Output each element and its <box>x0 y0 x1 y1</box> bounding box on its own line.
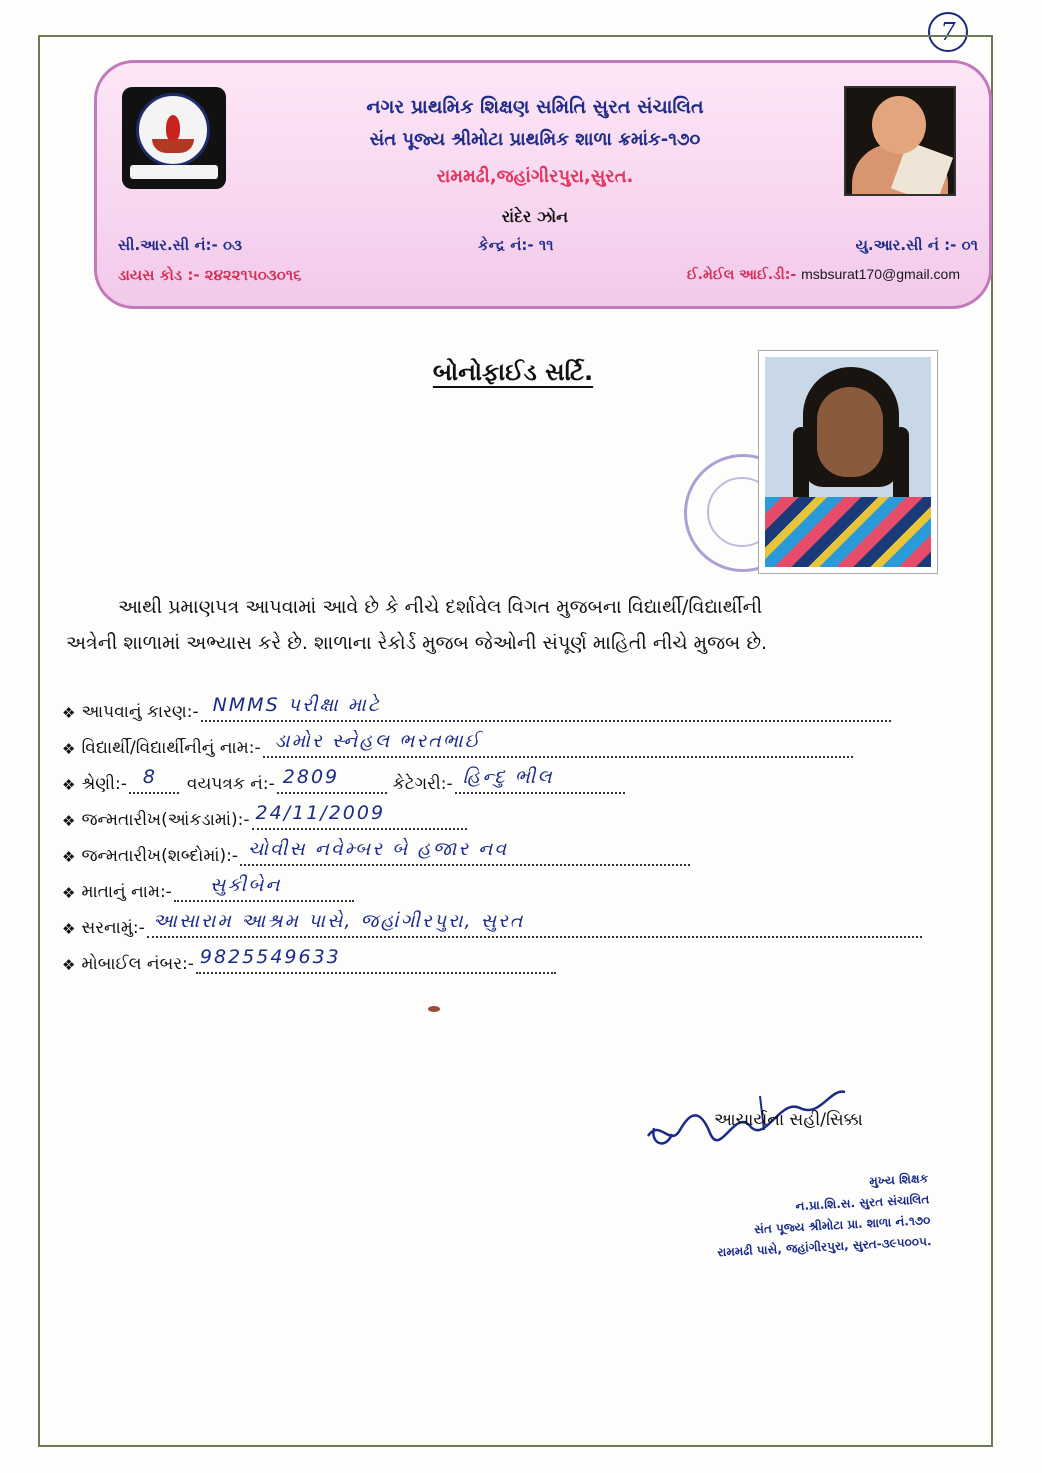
certificate-paragraph-2: અત્રેની શાળામાં અભ્યાસ કરે છે. શાળાના રેકોર્ડ મુજબ જેઓની સંપૂર્ણ માહિતી નીચે મુજબ છે. <box>66 632 768 654</box>
field-mother-name <box>62 872 354 902</box>
dob-numeric-value: 24/11/2009 <box>255 802 386 824</box>
category-value: હિન્દુ ભીલ <box>462 766 554 788</box>
field-label: જન્મતારીખ(શબ્દોમાં):- <box>81 846 239 866</box>
reason-value: NMMS પરીક્ષા માટે <box>212 694 381 716</box>
founder-portrait <box>844 86 956 196</box>
school-logo <box>122 87 226 189</box>
mobile-value: 9825549633 <box>199 946 341 968</box>
mother-name-value: સુકીબેન <box>209 874 282 896</box>
dob-words-value: ચોવીસ નવેમ્બર બે હજાર નવ <box>248 838 509 860</box>
field-dob-numeric <box>62 800 467 830</box>
email-label: ઈ.મેઈલ આઈ.ડી:- <box>686 267 797 283</box>
bullet-icon: ❖ <box>62 884 76 902</box>
header-line-school-name: સંત પૂજ્ય શ્રીમોટા પ્રાથમિક શાળા ક્રમાંક-૧૭૦ <box>369 129 701 150</box>
field-label: શ્રેણી:- <box>81 774 127 794</box>
gr-value: 2809 <box>282 766 340 788</box>
seal-line: મુખ્ય શિક્ષક <box>868 1171 929 1189</box>
student-photo <box>758 350 938 574</box>
field-label: સરનામું:- <box>81 918 145 938</box>
bullet-icon: ❖ <box>62 920 76 938</box>
field-address <box>62 908 922 938</box>
field-mobile <box>62 944 556 974</box>
header-email <box>687 266 960 283</box>
field-label: કેટેગરી:- <box>392 774 453 794</box>
ink-spot <box>428 1006 440 1012</box>
seal-line: ન.પ્રા.શિ.સ. સુરત સંચાલિત <box>795 1192 930 1214</box>
field-label: વિદ્યાર્થી/વિદ્યાર્થીનીનું નામ:- <box>81 738 261 758</box>
bullet-icon: ❖ <box>62 740 76 758</box>
bullet-icon: ❖ <box>62 956 76 974</box>
header-line-zone: રાંદેર ઝોન <box>501 207 569 226</box>
headmaster-seal <box>628 1168 932 1268</box>
field-label: વયપત્રક નં:- <box>186 774 275 794</box>
student-name-value: ડામોર સ્નેહલ ભરતભાઈ <box>274 730 482 752</box>
email-address: msbsurat170@gmail.com <box>801 266 960 282</box>
bullet-icon: ❖ <box>62 704 76 722</box>
standard-value: 8 <box>142 766 157 788</box>
bullet-icon: ❖ <box>62 812 76 830</box>
field-label: જન્મતારીખ(આંકડામાં):- <box>81 810 250 830</box>
header-urc: યુ.આર.સી નં :- ૦૧ <box>855 236 978 254</box>
field-standard-gr-category <box>62 764 625 794</box>
seal-line: રામમઢી પાસે, જહાંગીરપુરા, સુરત-૩૯૫૦૦૫. <box>716 1234 932 1260</box>
field-dob-words <box>62 836 690 866</box>
bullet-icon: ❖ <box>62 776 76 794</box>
header-kendra: કેન્દ્ર નં:- ૧૧ <box>478 236 554 254</box>
page-number: 7 <box>928 12 968 52</box>
header-crc: સી.આર.સી નં:- ૦૩ <box>118 236 242 254</box>
header-dise-code: ડાયસ કોડ :- ૨૪૨૨૧૫૦૩૦૧૬ <box>118 266 302 284</box>
bullet-icon: ❖ <box>62 848 76 866</box>
header-line-committee: નગર પ્રાથમિક શિક્ષણ સમિતિ સુરત સંચાલિત <box>366 96 704 118</box>
field-student-name <box>62 728 853 758</box>
signature-label: આચાર્યના સહી/સિક્કા <box>714 1110 863 1130</box>
field-reason <box>62 692 891 722</box>
field-label: માતાનું નામ:- <box>81 882 172 902</box>
certificate-paragraph-1: આથી પ્રમાણપત્ર આપવામાં આવે છે કે નીચે દર્શાવેલ વિગત મુજબના વિદ્યાર્થી/વિદ્યાર્થીની <box>118 596 763 618</box>
field-label: મોબાઈલ નંબર:- <box>81 954 194 974</box>
certificate-title: બોનોફાઈડ સર્ટિ. <box>432 358 594 386</box>
seal-line: સંત પૂજ્ય શ્રીમોટા પ્રા. શાળા નં.૧૭૦ <box>753 1213 931 1237</box>
header-line-address: રામમઢી,જહાંગીરપુરા,સુરત. <box>436 166 634 187</box>
address-value: આસારામ આશ્રમ પાસે, જહાંગીરપુરા, સુરત <box>152 910 525 932</box>
field-label: આપવાનું કારણ:- <box>81 702 199 722</box>
